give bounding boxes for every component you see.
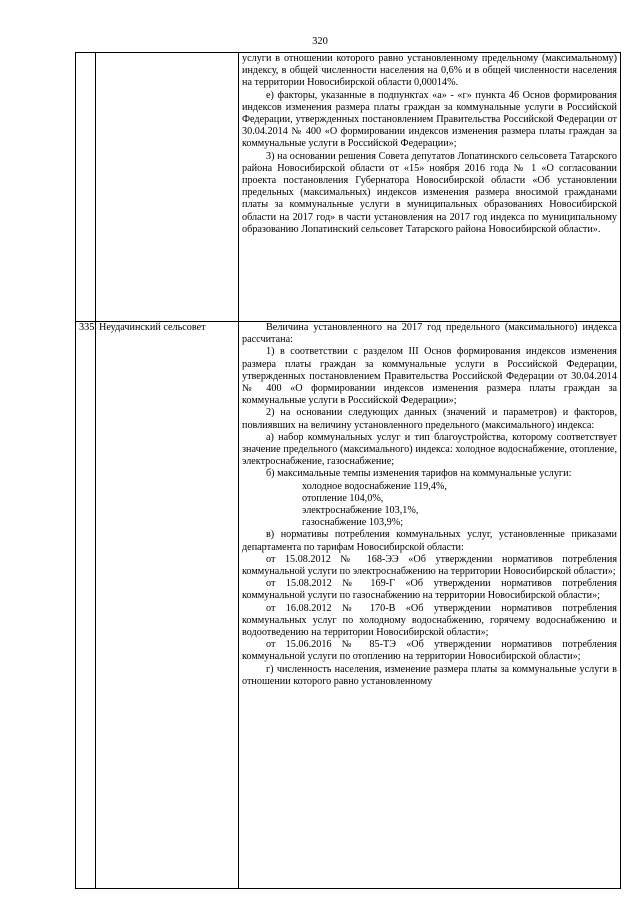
paragraph: а) набор коммунальных услуг и тип благоустройства, которому соответствует значение предельного (максимального) индекса: холодное водоснабжение, отопление, электроснабжение, газоснабжение; [242,431,617,468]
table-row [76,53,621,322]
paragraph: 3) на основании решения Совета депутатов Лопатинского сельсовета Татарского района Новосибирской области от «15» ноября 2016 года № 1 «О согласовании проекта постановления Губернатора Новосибирской области «Об установлении предельных (максимальных) индексов изменения размера вносимой гражданами платы за коммунальные услуги в муниципальных образованиях Новосибирской области на 2017 год» в части установления на 2017 год индекса по муниципальному образованию Лопатинский сельсовет Татарского района Новосибирской области». [242,150,617,235]
paragraph: от 15.08.2012 № 169-Г «Об утверждении нормативов потребления коммунальной услуги по газоснабжению на территории Новосибирской области»; [242,578,617,602]
description-cell [239,53,621,322]
paragraph: 2) на основании следующих данных (значений и параметров) и факторов, повлиявших на величину установленного предельного (максимального) индекса: [242,407,617,431]
paragraph: 1) в соответствии с разделом III Основ формирования индексов изменения размера платы граждан за коммунальные услуги в Российской Федерации, утвержденных постановлением Правительства Российской Федерации от 30.04.2014 № 400 «О формировании индексов изменения размера платы граждан за коммунальные услуги в Российской Федерации»; [242,346,617,407]
tariff-item: холодное водоснабжение 119,4%, [302,480,447,492]
paragraph: от 16.08.2012 № 170-В «Об утверждении нормативов потребления коммунальных услуг по холодному водоснабжению, горячему водоснабжению и водоотведению на территории Новосибирской области»; [242,602,617,639]
paragraph: е) факторы, указанные в подпунктах «а» - «г» пункта 46 Основ формирования индексов изменения размера платы граждан за коммунальные услуги в Российской Федерации, утвержденных постановлением Правительства Российской Федерации от 30.04.2014 № 400 «О формировании индексов изменения размера платы граждан за коммунальные услуги в Российской Федерации»; [242,89,617,150]
tariff-item: отопление 104,0%, [302,492,384,504]
paragraph: от 15.06.2016 № 85-ТЭ «Об утверждении нормативов потребления коммунальной услуги по отоплению на территории Новосибирской области»; [242,639,617,663]
paragraph: Величина установленного на 2017 год предельного (максимального) индекса рассчитана: [242,322,617,346]
table-row [76,322,621,889]
paragraph: услуги в отношении которого равно установленному предельному (максимальному) индексу, в общей численности населения на 0,6% и в общей численности населения на территории Новосибирской области 0,00014%. [242,53,617,89]
tariff-item: газоснабжение 103,9%; [302,517,404,529]
row-number-cell: 335 [76,322,96,889]
paragraph: от 15.08.2012 № 168-ЭЭ «Об утверждении нормативов потребления коммунальной услуги по электроснабжению на территории Новосибирской области»; [242,553,617,578]
paragraph: в) нормативы потребления коммунальных услуг, установленные приказами департамента по тарифам Новосибирской области: [242,529,617,553]
row-number-cell [76,53,96,322]
municipality-name-cell: Неудачинский сельсовет [96,322,239,889]
indices-table [75,52,621,889]
paragraph: б) максимальные темпы изменения тарифов на коммунальные услуги: [266,468,572,480]
page-number: 320 [312,36,328,47]
municipality-name-cell [96,53,239,322]
paragraph: г) численность населения, изменение размера платы за коммунальные услуги в отношении которого равно установленному [242,663,617,687]
description-cell [239,322,621,889]
tariff-item: электроснабжение 103,1%, [302,505,419,517]
